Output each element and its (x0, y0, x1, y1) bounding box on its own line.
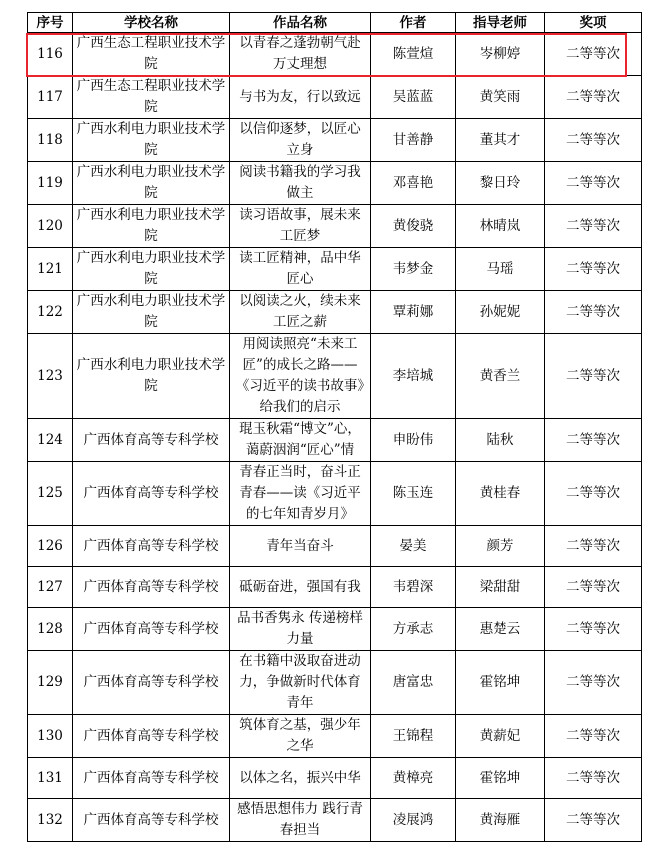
cell-work: 以阅读之火，续未来工匠之薪 (230, 291, 371, 334)
table-header-row (28, 13, 642, 33)
cell-award: 二等等次 (545, 291, 642, 334)
cell-school: 广西体育高等专科学校 (73, 799, 230, 842)
cell-no: 116 (28, 33, 73, 76)
header-author: 作者 (371, 13, 456, 33)
cell-author: 李培城 (371, 334, 456, 419)
cell-author: 覃莉娜 (371, 291, 456, 334)
cell-teacher: 黄笑雨 (456, 76, 545, 119)
header-no: 序号 (28, 13, 73, 33)
cell-award: 二等等次 (545, 205, 642, 248)
cell-school: 广西体育高等专科学校 (73, 567, 230, 608)
cell-work: 青年当奋斗 (230, 526, 371, 567)
cell-author: 方承志 (371, 608, 456, 651)
cell-teacher: 岑柳婷 (456, 33, 545, 76)
cell-award: 二等等次 (545, 799, 642, 842)
cell-school: 广西水利电力职业技术学院 (73, 119, 230, 162)
cell-work: 以体之名，振兴中华 (230, 758, 371, 799)
cell-award: 二等等次 (545, 119, 642, 162)
cell-no: 130 (28, 715, 73, 758)
cell-award: 二等等次 (545, 758, 642, 799)
table-row (28, 715, 642, 758)
cell-work: 在书籍中汲取奋进动力，争做新时代体育青年 (230, 651, 371, 715)
awards-table (27, 12, 642, 842)
table-row (28, 76, 642, 119)
cell-author: 邓喜艳 (371, 162, 456, 205)
cell-school: 广西水利电力职业技术学院 (73, 162, 230, 205)
cell-no: 122 (28, 291, 73, 334)
cell-author: 王锦程 (371, 715, 456, 758)
cell-teacher: 黄香兰 (456, 334, 545, 419)
cell-teacher: 黄海雁 (456, 799, 545, 842)
cell-work: 与书为友，行以致远 (230, 76, 371, 119)
cell-school: 广西体育高等专科学校 (73, 758, 230, 799)
cell-teacher: 梁甜甜 (456, 567, 545, 608)
cell-school: 广西体育高等专科学校 (73, 651, 230, 715)
cell-award: 二等等次 (545, 419, 642, 462)
cell-no: 125 (28, 462, 73, 526)
cell-school: 广西体育高等专科学校 (73, 462, 230, 526)
cell-author: 韦碧深 (371, 567, 456, 608)
table-row (28, 33, 642, 76)
cell-award: 二等等次 (545, 248, 642, 291)
cell-no: 127 (28, 567, 73, 608)
cell-work: 筑体育之基，强少年之华 (230, 715, 371, 758)
cell-teacher: 颜芳 (456, 526, 545, 567)
cell-no: 129 (28, 651, 73, 715)
cell-award: 二等等次 (545, 334, 642, 419)
cell-award: 二等等次 (545, 651, 642, 715)
cell-work: 阅读书籍我的学习我做主 (230, 162, 371, 205)
cell-no: 117 (28, 76, 73, 119)
table-body (28, 33, 642, 842)
cell-author: 黄樟亮 (371, 758, 456, 799)
cell-award: 二等等次 (545, 162, 642, 205)
cell-school: 广西水利电力职业技术学院 (73, 291, 230, 334)
cell-work: 品书香隽永 传递榜样力量 (230, 608, 371, 651)
cell-teacher: 林晴岚 (456, 205, 545, 248)
cell-teacher: 霍铭坤 (456, 651, 545, 715)
table-row (28, 799, 642, 842)
cell-no: 120 (28, 205, 73, 248)
table-row (28, 651, 642, 715)
cell-work: 以青春之蓬勃朝气赴万丈理想 (230, 33, 371, 76)
cell-work: 读工匠精神，品中华匠心 (230, 248, 371, 291)
cell-no: 119 (28, 162, 73, 205)
cell-school: 广西生态工程职业技术学院 (73, 76, 230, 119)
header-school: 学校名称 (73, 13, 230, 33)
cell-school: 广西体育高等专科学校 (73, 608, 230, 651)
cell-teacher: 惠楚云 (456, 608, 545, 651)
cell-no: 131 (28, 758, 73, 799)
cell-teacher: 董其才 (456, 119, 545, 162)
table-row (28, 334, 642, 419)
table-row (28, 162, 642, 205)
table-row (28, 205, 642, 248)
cell-author: 韦梦金 (371, 248, 456, 291)
table-row (28, 608, 642, 651)
cell-author: 吴蓝蓝 (371, 76, 456, 119)
cell-teacher: 黎日玲 (456, 162, 545, 205)
cell-teacher: 黄桂春 (456, 462, 545, 526)
cell-author: 陈玉连 (371, 462, 456, 526)
cell-award: 二等等次 (545, 33, 642, 76)
cell-teacher: 黄薪妃 (456, 715, 545, 758)
cell-award: 二等等次 (545, 715, 642, 758)
cell-school: 广西水利电力职业技术学院 (73, 248, 230, 291)
cell-work: 以信仰逐梦，以匠心立身 (230, 119, 371, 162)
cell-no: 126 (28, 526, 73, 567)
cell-author: 申盼伟 (371, 419, 456, 462)
cell-school: 广西生态工程职业技术学院 (73, 33, 230, 76)
cell-teacher: 马瑶 (456, 248, 545, 291)
table-row (28, 567, 642, 608)
table-row (28, 291, 642, 334)
table-row (28, 462, 642, 526)
cell-award: 二等等次 (545, 76, 642, 119)
cell-work: 砥砺奋进，强国有我 (230, 567, 371, 608)
cell-school: 广西体育高等专科学校 (73, 715, 230, 758)
cell-work: 读习语故事，展未来工匠梦 (230, 205, 371, 248)
cell-work: 青春正当时，奋斗正青春——读《习近平的七年知青岁月》 (230, 462, 371, 526)
cell-teacher: 霍铭坤 (456, 758, 545, 799)
table-row (28, 758, 642, 799)
cell-author: 凌展鸿 (371, 799, 456, 842)
cell-award: 二等等次 (545, 567, 642, 608)
table-row (28, 248, 642, 291)
cell-school: 广西体育高等专科学校 (73, 526, 230, 567)
header-work: 作品名称 (230, 13, 371, 33)
cell-no: 121 (28, 248, 73, 291)
cell-author: 晏美 (371, 526, 456, 567)
cell-no: 118 (28, 119, 73, 162)
cell-award: 二等等次 (545, 608, 642, 651)
cell-no: 123 (28, 334, 73, 419)
cell-school: 广西水利电力职业技术学院 (73, 205, 230, 248)
cell-award: 二等等次 (545, 526, 642, 567)
cell-school: 广西水利电力职业技术学院 (73, 334, 230, 419)
cell-no: 124 (28, 419, 73, 462)
cell-award: 二等等次 (545, 462, 642, 526)
cell-no: 132 (28, 799, 73, 842)
cell-work: 感悟思想伟力 践行青春担当 (230, 799, 371, 842)
cell-work: 琨玉秋霜“博文”心，蔼蔚洇润“匠心”情 (230, 419, 371, 462)
cell-teacher: 陆秋 (456, 419, 545, 462)
cell-work: 用阅读照亮“未来工匠”的成长之路——《习近平的读书故事》给我们的启示 (230, 334, 371, 419)
table-row (28, 526, 642, 567)
table-row (28, 119, 642, 162)
cell-author: 甘善静 (371, 119, 456, 162)
table-row (28, 419, 642, 462)
cell-author: 陈萱煊 (371, 33, 456, 76)
header-teacher: 指导老师 (456, 13, 545, 33)
cell-author: 黄俊骁 (371, 205, 456, 248)
cell-teacher: 孙妮妮 (456, 291, 545, 334)
cell-school: 广西体育高等专科学校 (73, 419, 230, 462)
cell-author: 唐富忠 (371, 651, 456, 715)
header-award: 奖项 (545, 13, 642, 33)
cell-no: 128 (28, 608, 73, 651)
